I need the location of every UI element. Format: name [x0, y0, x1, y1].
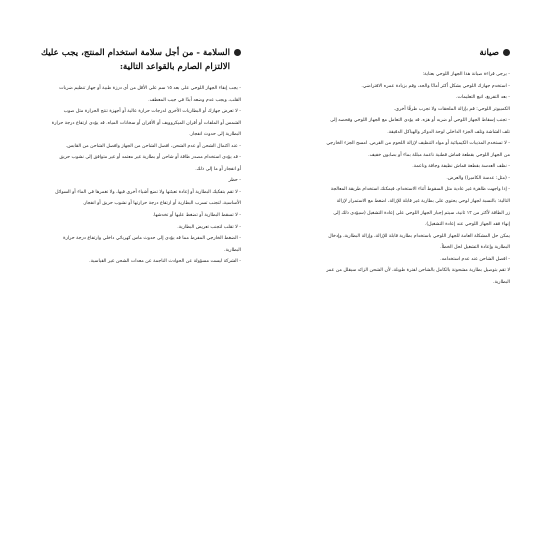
- maintenance-section: [282, 46, 510, 288]
- section-bullet-icon: [234, 49, 241, 56]
- list-item: البطارية.: [493, 279, 510, 285]
- list-item: أو انفجار أو ما إلى ذلك.: [195, 166, 241, 172]
- list-item: البطارية إلى حدوث انفجار.: [189, 132, 241, 138]
- list-item: - لا تقم بتفكيك البطارية أو إعادة تعبئتها ولا تضع أشياء أخرى فيها، ولا تغمرها في الماء أو السوائل: [55, 189, 241, 195]
- list-item: لا تقم بتوصيل بطارية مشحونة بالكامل بالشاحن لفترة طويلة، لأن الشحن الزائد سيقلل من عمر: [326, 268, 510, 274]
- list-item: - لا تستخدم المذيبات الكيميائية أو مواد التنظيف لإزالة اللحوم من القرص. امسح الجزء الخارجي: [326, 141, 510, 147]
- list-item: البطارية وإعادة التشغيل لحل الخطأ.: [440, 245, 510, 251]
- list-item: الأساسية، لتجنب تسرب البطارية أو ارتفاع درجة حرارتها أو نشوب حريق أو انفجار.: [82, 201, 241, 207]
- safety-section: [26, 46, 241, 268]
- list-item: - استخدم جهازك اللوحي بشكل أكثر أمانًا والحد، وقم بزيادة عمره الافتراضي.: [361, 83, 510, 89]
- section-bullet-icon: [503, 49, 510, 56]
- list-item: - إذا واجهت ظاهرة غير عادية مثل السقوط أثناء الاستخدام، فيمكنك استخدام طريقة المعالجة: [330, 187, 510, 193]
- list-item: الشمس أو الملفات أو أفران الميكروويف أو الأفران أو سخانات المياه. قد يؤدي ارتفاع درجة حرارة: [51, 120, 241, 126]
- list-item: التالية: بالنسبة لجهاز لوحي يحتوي على بطارية غير قابلة للإزالة، اضغط مع الاستمرار لإزالة: [336, 199, 510, 205]
- list-item: - يرجى قراءة صيانة هذا الجهاز اللوحي بعناية:: [422, 72, 510, 77]
- safety-list: [26, 83, 241, 268]
- safety-title-line2: الالتزام الصارم بالقواعد التالية:: [119, 62, 230, 72]
- list-item: - تجنب إسقاط الجهاز اللوحي أو ضربه أو هزه. قد يؤدي التعامل مع الجهاز اللوحي وفحصه إلى: [330, 118, 510, 124]
- list-item: زر الطاقة لأكثر من ١٢ ثانية، سيتم إجبار الجهاز اللوحي على إعادة التشغيل (سيؤدي ذلك إلى: [333, 210, 510, 216]
- list-item: - يجب إبقاء الجهاز اللوحي على بعد ١٥ سم على الأقل من أي درزة طبية أو جهاز تنظيم ضربات: [59, 86, 241, 91]
- list-item: إنهاء فقد الجهاز اللوحي عند إعادة التشغيل).: [424, 222, 510, 228]
- list-item: - نظف العدسة بقطعة قماش نظيفة وجافة وناعمة.: [412, 164, 510, 170]
- list-item: - لا تعرض جهازك أو البطاريات الأخرى لدرجات حرارة عالية أو أجهزة تنتج الحرارة مثل صوب: [63, 109, 241, 115]
- list-item: - حظر: [228, 178, 241, 184]
- maintenance-title: صيانة: [479, 48, 499, 58]
- list-item: يمكن حل المشكلة العامة للجهاز اللوحي باستخدام بطارية قابلة للإزالة، وإزالة البطارية، وإدخال: [328, 233, 510, 239]
- list-item: من الجهاز اللوحي بقطعة قماش قطنية ناعمة مبللة بماء أو بصابون خفيف.: [368, 152, 510, 158]
- list-item: - الضغط الخارجي المفرط مما قد يؤدي إلى حدوث ماس كهربائي داخلي وارتفاع درجة حرارة: [63, 236, 241, 242]
- maintenance-list: [282, 69, 510, 288]
- list-item: البطارية.: [224, 247, 241, 253]
- list-item: الكمبيوتر اللوحي: قم بإزالة الملحقات ولا تجرب طرقًا أخرى.: [393, 106, 510, 112]
- list-item: تلف الشاشة وتلف الجزء الداخلي لوحة الدوائر والهياكل الدقيقة.: [387, 129, 510, 135]
- list-item: - افصل الشاحن عند عدم استخدامه.: [440, 256, 510, 262]
- list-item: - لا تسقط البطارية أو تضغط عليها أو تخدشها.: [152, 213, 241, 219]
- list-item: - قد يؤدي استخدام مصدر طاقة أو شاحن أو بطارية غير معتمد أو غير متوافق إلى نشوب حريق: [59, 155, 241, 161]
- list-item: - الشركة ليست مسؤولة عن الحوادث الناجمة عن معدات الشحن غير القياسية.: [89, 259, 241, 265]
- list-item: - بعد التفريغ، اتبع التعليمات.: [455, 95, 510, 101]
- maintenance-heading: [282, 46, 510, 60]
- list-item: - لا تقلب لتجنب تعريض البطارية.: [177, 224, 241, 230]
- safety-title-line1: السلامة - من أجل سلامة استخدام المنتج، يجب عليك: [40, 48, 230, 58]
- safety-heading: [26, 46, 241, 74]
- list-item: - عند اكتمال الشحن أو عدم الشحن، افصل الشاحن من الجهاز وافصل الشاحن من القابس.: [65, 143, 241, 149]
- list-item: القلب، ويجب عدم وضعه أبدًا في جيب المعطف.: [148, 97, 241, 103]
- list-item: - (مثل: عدسة الكاميرا) والعرض.: [446, 175, 510, 181]
